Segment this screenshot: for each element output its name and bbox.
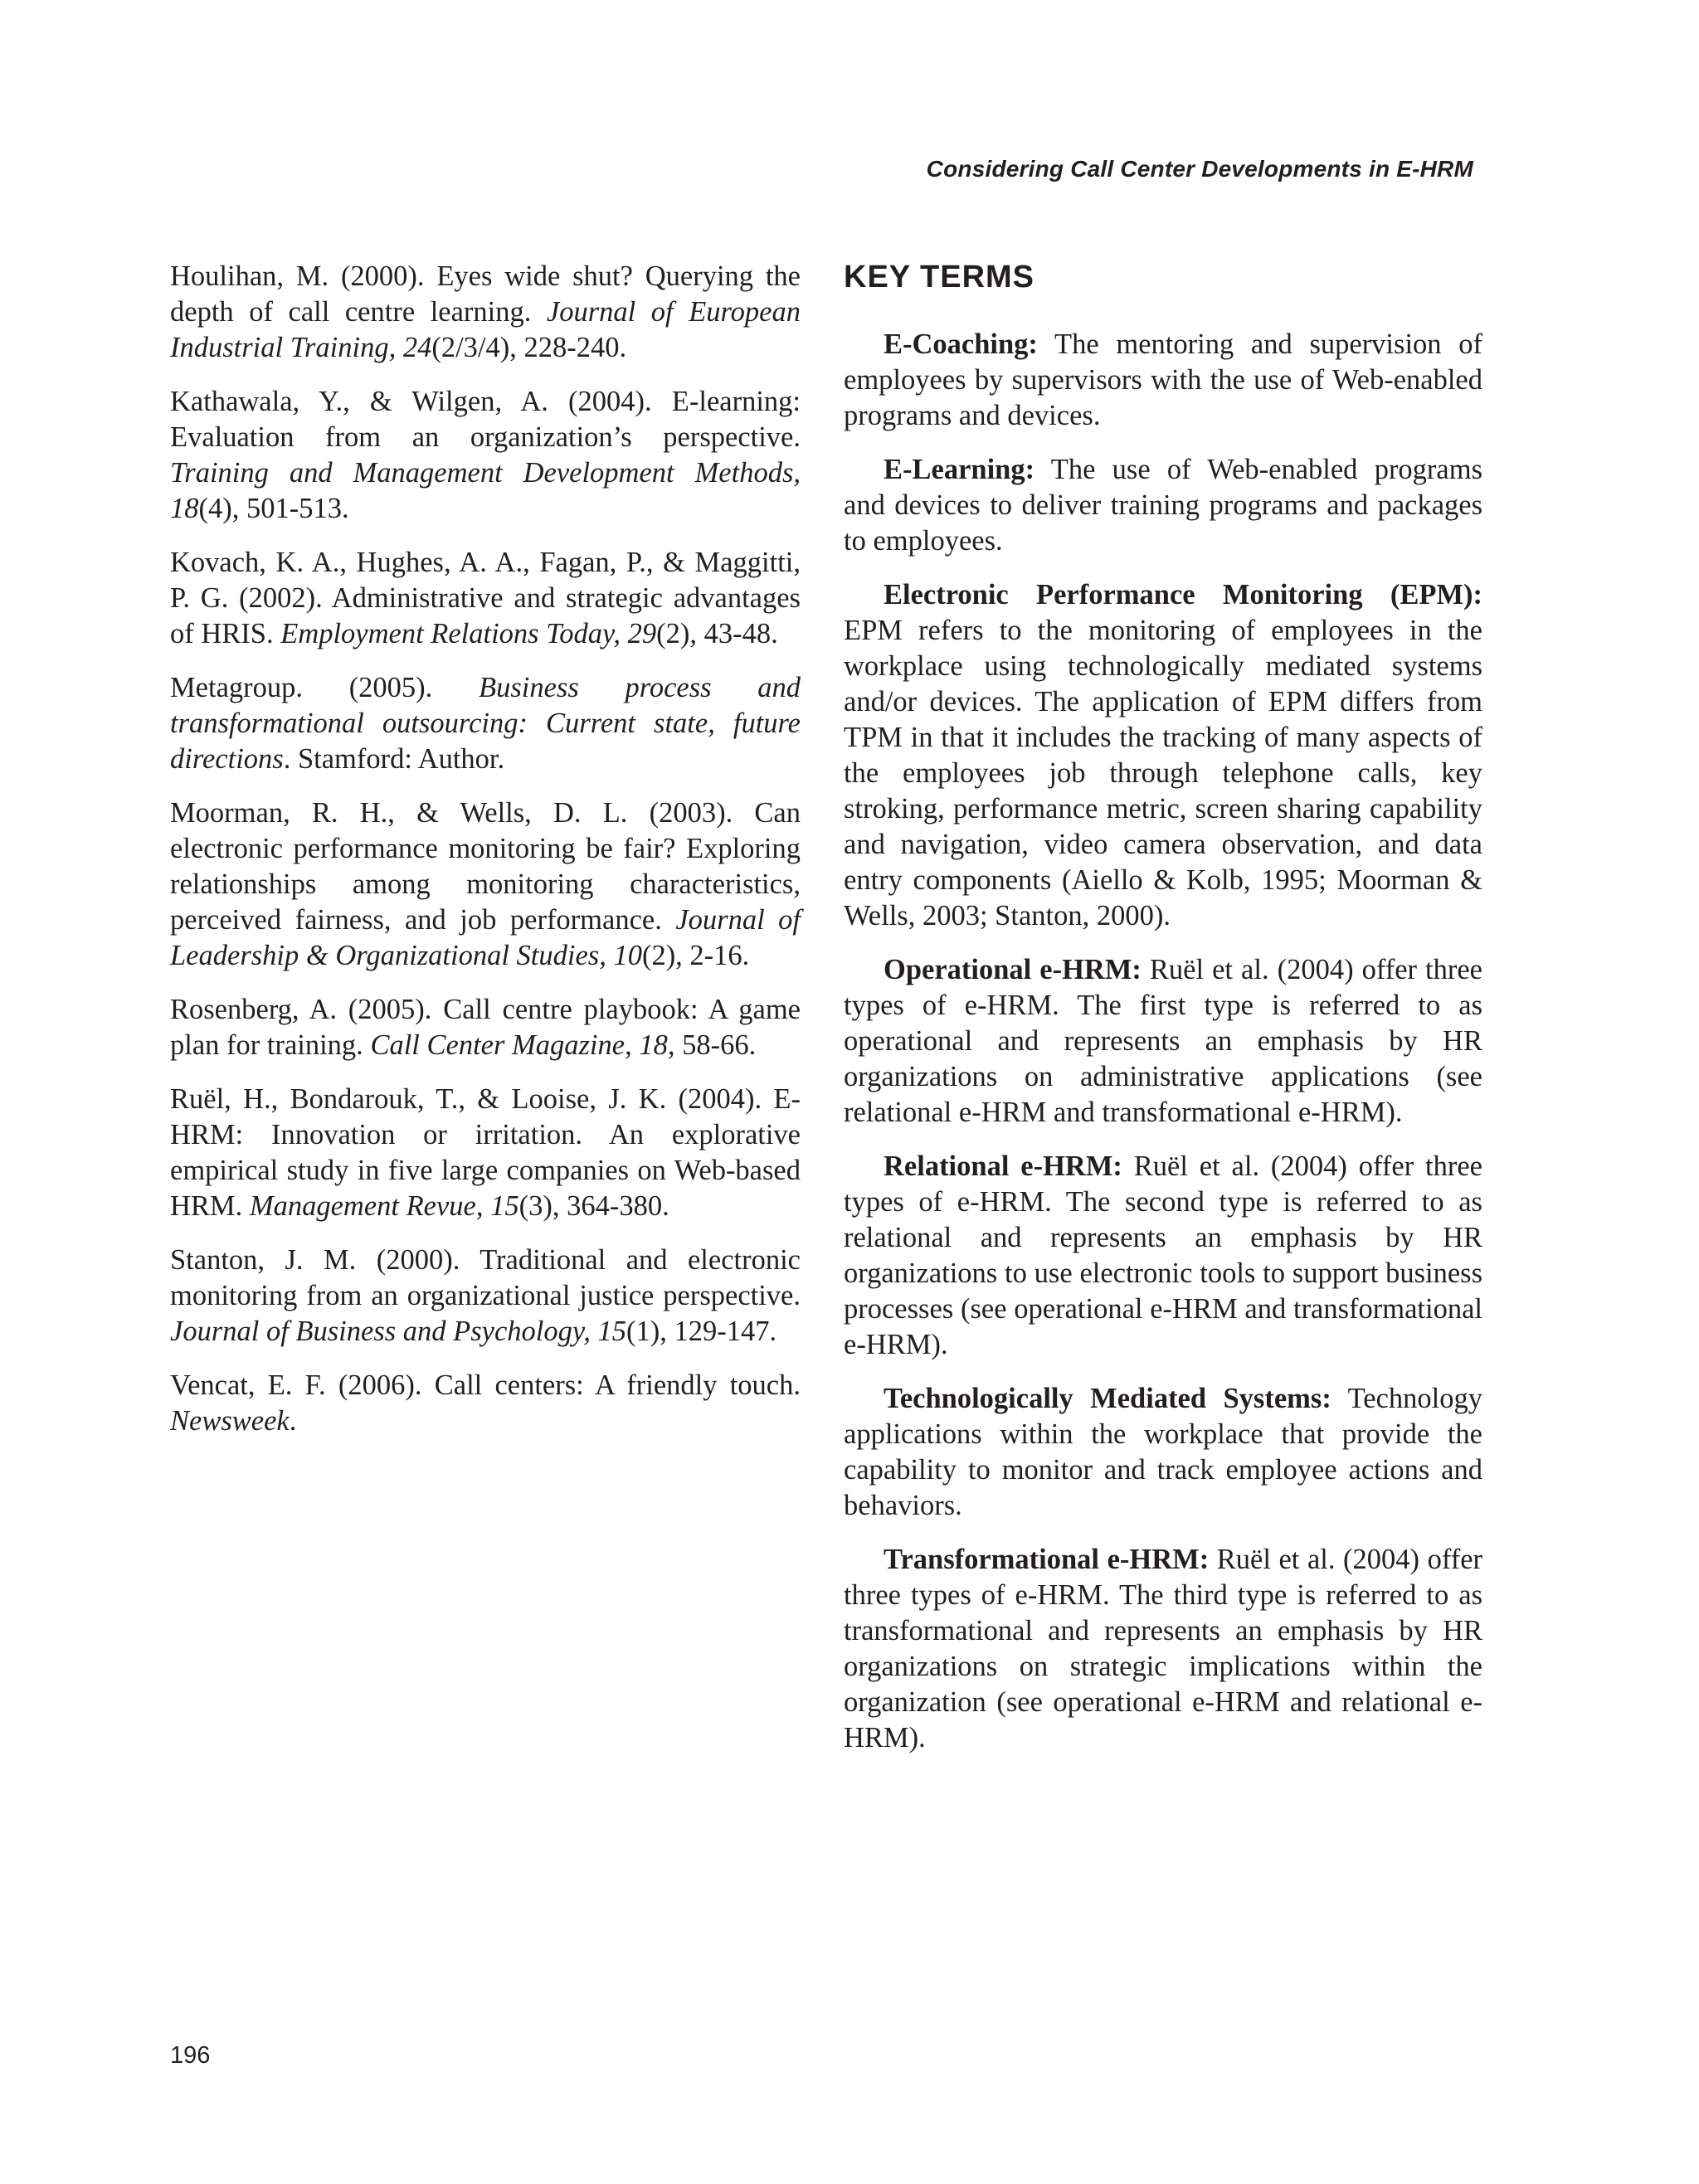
key-term-entry: E-Learning: The use of Web-enabled programs and devices to deliver training programs and packages to employees. [844, 454, 1482, 557]
references-column [170, 259, 801, 1457]
reference-entry: Kovach, K. A., Hughes, A. A., Fagan, P., & Maggitti, P. G. (2002). Administrative and strategic advantages of HRIS. Employment Relations Today, 29(2), 43-48. [170, 547, 801, 649]
reference-entry: Stanton, J. M. (2000). Traditional and electronic monitoring from an organizational justice perspective. Journal of Business and Psychology, 15(1), 129-147. [170, 1244, 801, 1347]
reference-entry: Rosenberg, A. (2005). Call centre playbook: A game plan for training. Call Center Magazine, 18, 58-66. [170, 994, 801, 1061]
key-term-entry: Technologically Mediated Systems: Technology applications within the workplace that provide the capability to monitor and track employee actions and behaviors. [844, 1383, 1482, 1521]
reference-entry: Ruël, H., Bondarouk, T., & Looise, J. K. (2004). E-HRM: Innovation or irritation. An explorative empirical study in five large companies on Web-based HRM. Management Revue, 15(3), 364-380. [170, 1083, 801, 1222]
running-header: Considering Call Center Developments in E-HRM [926, 156, 1473, 182]
key-term-entry: Operational e-HRM: Ruël et al. (2004) offer three types of e-HRM. The first type is referred to as operational and represents an emphasis by HR organizations on administrative applications (see relational e-HRM and transformational e-HRM). [844, 954, 1482, 1128]
reference-entry: Houlihan, M. (2000). Eyes wide shut? Querying the depth of call centre learning. Journal of European Industrial Training, 24(2/3/4), 228-240. [170, 260, 801, 363]
reference-entry: Vencat, E. F. (2006). Call centers: A friendly touch. Newsweek. [170, 1369, 801, 1437]
key-term-entry: Transformational e-HRM: Ruël et al. (2004) offer three types of e-HRM. The third type is referred to as transformational and represents an emphasis by HR organizations on strategic implications within the organization (see operational e-HRM and relational e-HRM). [844, 1544, 1482, 1754]
key-term-entry: E-Coaching: The mentoring and supervision of employees by supervisors with the use of Web-enabled programs and devices. [844, 328, 1482, 431]
key-terms-heading: KEY TERMS [844, 260, 1035, 294]
key-term-entry: Relational e-HRM: Ruël et al. (2004) offer three types of e-HRM. The second type is referred to as relational and represents an emphasis by HR organizations to use electronic tools to support business processes (see operational e-HRM and transformational e-HRM). [844, 1150, 1482, 1360]
reference-entry: Metagroup. (2005). Business process and transformational outsourcing: Current state, future directions. Stamford: Author. [170, 672, 801, 775]
key-term-entry: Electronic Performance Monitoring (EPM): EPM refers to the monitoring of employees in the workplace using technologically mediated systems and/or devices. The application of EPM differs from TPM in that it includes the tracking of many aspects of the employees job through telephone calls, key stroking, performance metric, screen sharing capability and navigation, video camera observation, and data entry components (Aiello & Kolb, 1995; Moorman & Wells, 2003; Stanton, 2000). [844, 579, 1482, 931]
reference-entry: Moorman, R. H., & Wells, D. L. (2003). Can electronic performance monitoring be fair? Exploring relationships among monitoring characteristics, perceived fairness, and job performance. Journal of Leadership & Organizational Studies, 10(2), 2-16. [170, 797, 801, 971]
reference-entry: Kathawala, Y., & Wilgen, A. (2004). E-learning: Evaluation from an organization’s perspective. Training and Management Development Methods, 18(4), 501-513. [170, 386, 801, 524]
key-terms-column [844, 259, 1482, 1774]
page-number: 196 [170, 2042, 211, 2069]
